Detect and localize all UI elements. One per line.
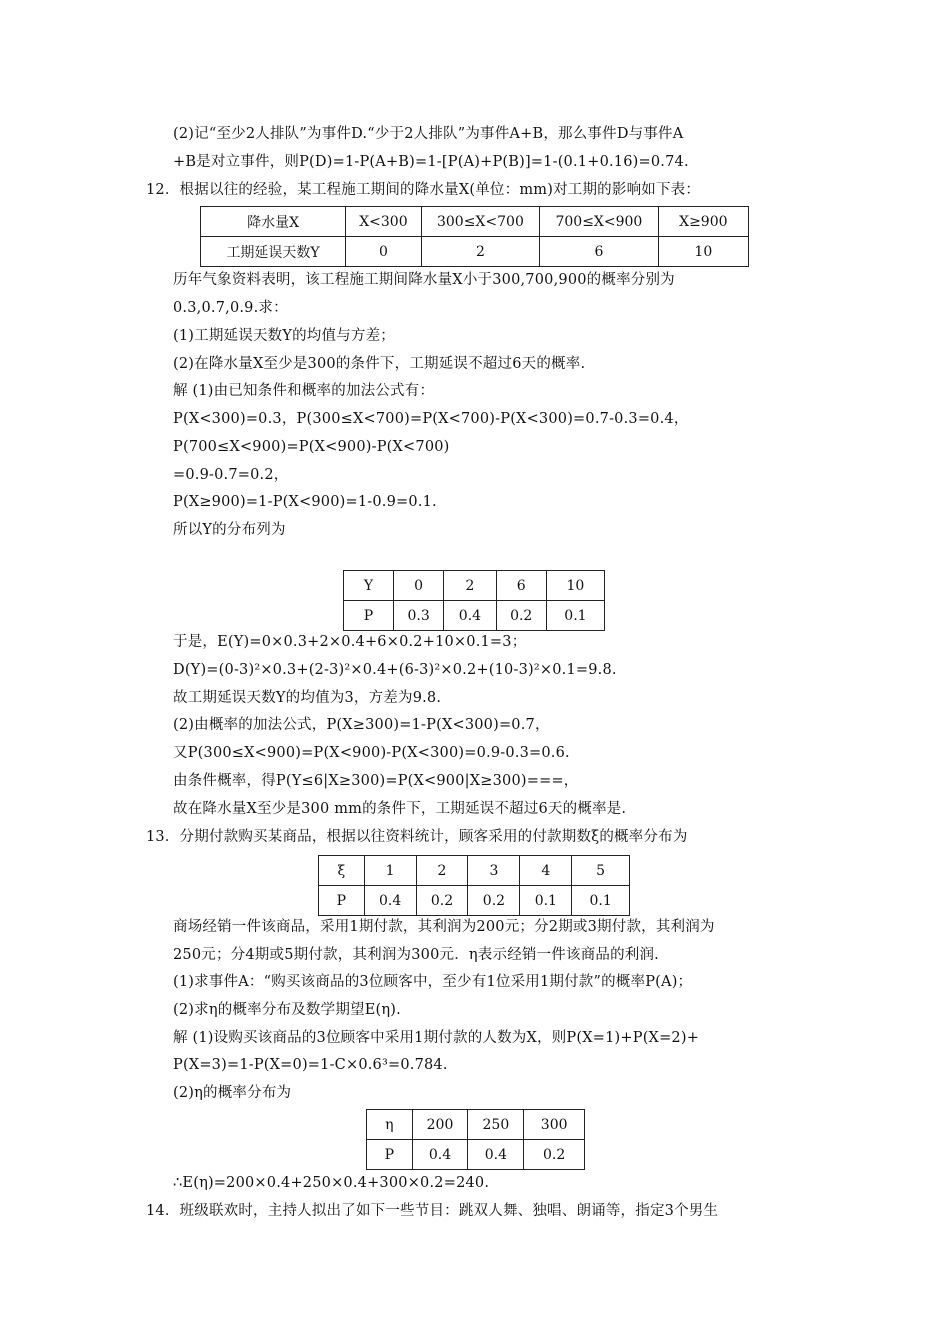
table-row [319,856,630,886]
text-line: 所以Y的分布列为 [173,522,286,538]
table-row [319,886,630,916]
table-cell: Y [344,571,394,601]
problem-12-heading: 12．根据以往的经验，某工程施工期间的降水量X(单位：mm)对工期的影响如下表： [146,182,701,198]
table-row [344,571,605,601]
table-cell: 0.4 [468,1140,524,1170]
distribution-table-eta [366,1109,585,1170]
rainfall-delay-table [200,206,749,267]
table-cell: 0.4 [444,601,496,631]
text-line: (2)在降水量X至少是300的条件下，工期延误不超过6天的概率. [173,356,586,372]
table-cell: 2 [416,856,468,886]
table-cell: 0.1 [546,601,604,631]
table-cell: 5 [572,856,630,886]
text-line: (2)求η的概率分布及数学期望E(η). [173,1002,401,1018]
text-line: (2)记“至少2人排队”为事件D.“少于2人排队”为事件A+B，那么事件D与事件A [173,126,684,142]
table-cell: 10 [658,237,748,267]
table-cell: 1 [364,856,416,886]
text-line: (2)由概率的加法公式，P(X≥300)=1-P(X<300)=0.7， [173,717,550,733]
table-cell: 6 [540,237,658,267]
table-cell: 300 [524,1110,585,1140]
table-cell: 0 [393,571,443,601]
text-line: D(Y)=(0-3)²×0.3+(2-3)²×0.4+(6-3)²×0.2+(10-3)²×0.1=9.8. [173,662,617,678]
table-cell: 3 [468,856,520,886]
text-line: P(X=3)=1-P(X=0)=1-C×0.6³=0.784. [173,1057,448,1073]
table-cell: 0.3 [393,601,443,631]
text-line: 故在降水量X至少是300 mm的条件下，工期延误不超过6天的概率是. [173,801,627,817]
text-line: +B是对立事件，则P(D)=1-P(A+B)=1-[P(A)+P(B)]=1-(0.1+0.16)=0.74. [173,154,689,170]
text-line: 商场经销一件该商品，采用1期付款，其利润为200元；分2期或3期付款，其利润为 [173,919,715,935]
table-cell: X<300 [346,207,422,237]
table-cell: 0 [346,237,422,267]
text-line: 历年气象资料表明，该工程施工期间降水量X小于300,700,900的概率分别为 [173,272,675,288]
table-row [201,237,749,267]
table-cell: 0.2 [416,886,468,916]
table-cell: 0.2 [468,886,520,916]
table-cell: 0.2 [496,601,546,631]
text-line: 于是，E(Y)=0×0.3+2×0.4+6×0.2+10×0.1=3； [173,634,527,650]
table-row [367,1140,585,1170]
table-cell: 0.4 [364,886,416,916]
table-cell: 0.2 [524,1140,585,1170]
table-row [201,207,749,237]
table-cell: 2 [444,571,496,601]
table-cell: 0.1 [520,886,572,916]
table-cell: η [367,1110,413,1140]
table-cell: 6 [496,571,546,601]
text-line: (1)工期延误天数Y的均值与方差； [173,328,396,344]
text-line: 250元；分4期或5期付款，其利润为300元．η表示经销一件该商品的利润. [173,947,659,963]
table-cell: ξ [319,856,365,886]
problem-14-heading: 14．班级联欢时，主持人拟出了如下一些节目：跳双人舞、独唱、朗诵等，指定3个男生 [146,1203,719,1219]
table-cell: 0.1 [572,886,630,916]
distribution-table-Y [343,570,605,631]
text-line: 由条件概率，得P(Y≤6|X≥300)=P(X<900|X≥300)===， [173,773,579,789]
table-cell: X≥900 [658,207,748,237]
text-line: 故工期延误天数Y的均值为3，方差为9.8. [173,690,442,706]
distribution-table-xi [318,855,630,916]
table-cell: 10 [546,571,604,601]
table-row [344,601,605,631]
text-line: ∴E(η)=200×0.4+250×0.4+300×0.2=240. [173,1175,490,1191]
text-line: (1)求事件A：“购买该商品的3位顾客中，至少有1位采用1期付款”的概率P(A)； [173,974,693,990]
text-line: P(X<300)=0.3，P(300≤X<700)=P(X<700)-P(X<300)=0.7-0.3=0.4， [173,411,689,427]
text-line: 又P(300≤X<900)=P(X<900)-P(X<300)=0.9-0.3=0.6. [173,745,570,761]
table-cell: 工期延误天数Y [201,237,346,267]
table-cell: 300≤X<700 [421,207,539,237]
solution-label: 解 (1)设购买该商品的3位顾客中采用1期付款的人数为X，则P(X=1)+P(X=2)+ [173,1030,700,1046]
text-line: (2)η的概率分布为 [173,1085,292,1101]
table-cell: 250 [468,1110,524,1140]
table-cell: 700≤X<900 [540,207,658,237]
table-cell: 0.4 [412,1140,468,1170]
table-cell: P [344,601,394,631]
table-cell: P [367,1140,413,1170]
table-row [367,1110,585,1140]
text-line: 0.3,0.7,0.9.求： [173,300,288,316]
solution-label: 解 (1)由已知条件和概率的加法公式有： [173,383,435,399]
text-line: P(X≥900)=1-P(X<900)=1-0.9=0.1. [173,494,437,510]
problem-13-heading: 13．分期付款购买某商品，根据以往资料统计，顾客采用的付款期数ξ的概率分布为 [146,829,688,845]
text-line: P(700≤X<900)=P(X<900)-P(X<700) [173,439,450,455]
text-line: =0.9-0.7=0.2， [173,467,289,483]
table-cell: 200 [412,1110,468,1140]
table-cell: 降水量X [201,207,346,237]
table-cell: 4 [520,856,572,886]
table-cell: P [319,886,365,916]
table-cell: 2 [421,237,539,267]
